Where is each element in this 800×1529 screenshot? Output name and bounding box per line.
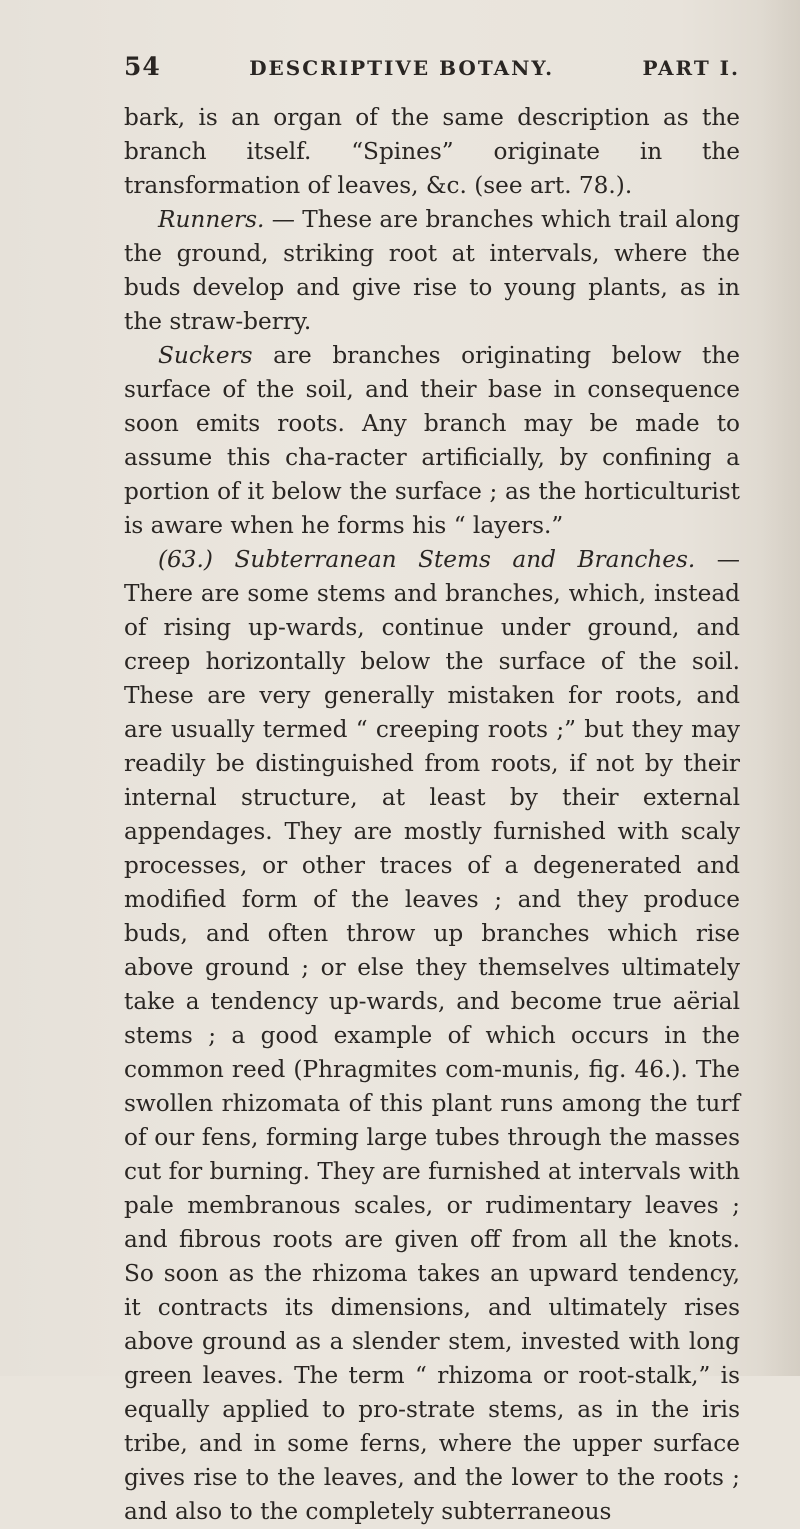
body-text [124, 101, 740, 1529]
paragraph-bark [124, 101, 740, 203]
paragraph-text: — There are some stems and branches, which, instead of rising up-wards, continue under ground, and creep horizontally below the surface of the soil. These are very generally mistaken for roots, and are usually termed “ creeping roots ;” but they may readily be distinguished from roots, if not by their internal structure, at least by their external appendages. They are mostly furnished with scaly processes, or other traces of a degenerated and modified form of the leaves ; and they produce buds, and often throw up branches which rise above ground ; or else they themselves ultimately take a tendency up-wards, and become true aërial stems ; a good example of which occurs in the common reed (Phragmites com-munis, fig. 46.). The swollen rhizomata of this plant runs among the turf of our fens, forming large tubes through the masses cut for burning. They are furnished at intervals with pale membranous scales, or rudimentary leaves ; and fibrous roots are given off from all the knots. So soon as the rhizoma takes an upward tendency, it contracts its dimensions, and ultimately rises above ground as a slender stem, invested with long green leaves. The term “ rhizoma or root-stalk,” is equally applied to pro-strate stems, as in the iris tribe, and in some ferns, where the upper surface gives rise to the leaves, and the lower to the roots ; and also to the completely subterraneous [124, 546, 740, 1525]
paragraph-text: — These are branches which trail along the ground, striking root at intervals, where the buds develop and give rise to young plants, as in the straw-berry. [124, 206, 740, 335]
paragraph-text: bark, is an organ of the same description as the branch itself. “Spines” originate in the transformation of leaves, &c. (see art. 78.). [124, 104, 740, 199]
part-label: PART I. [642, 56, 740, 80]
running-title: DESCRIPTIVE BOTANY. [249, 56, 555, 80]
paragraph-lead: Suckers [158, 342, 253, 369]
page-header [124, 48, 740, 87]
paragraph-runners [124, 203, 740, 339]
paragraph-subterranean-stems [124, 543, 740, 1529]
paragraph-lead: Runners. [158, 206, 265, 233]
paragraph-lead: (63.) Subterranean Stems and Branches. [158, 546, 696, 573]
paragraph-suckers [124, 339, 740, 543]
paragraph-text: are branches originating below the surface of the soil, and their base in consequence soon emits roots. Any branch may be made to assume this cha-racter artificially, by confining a portion of it below the surface ; as the horticulturist is aware when he forms his “ layers.” [124, 342, 740, 539]
page-number: 54 [124, 52, 161, 81]
